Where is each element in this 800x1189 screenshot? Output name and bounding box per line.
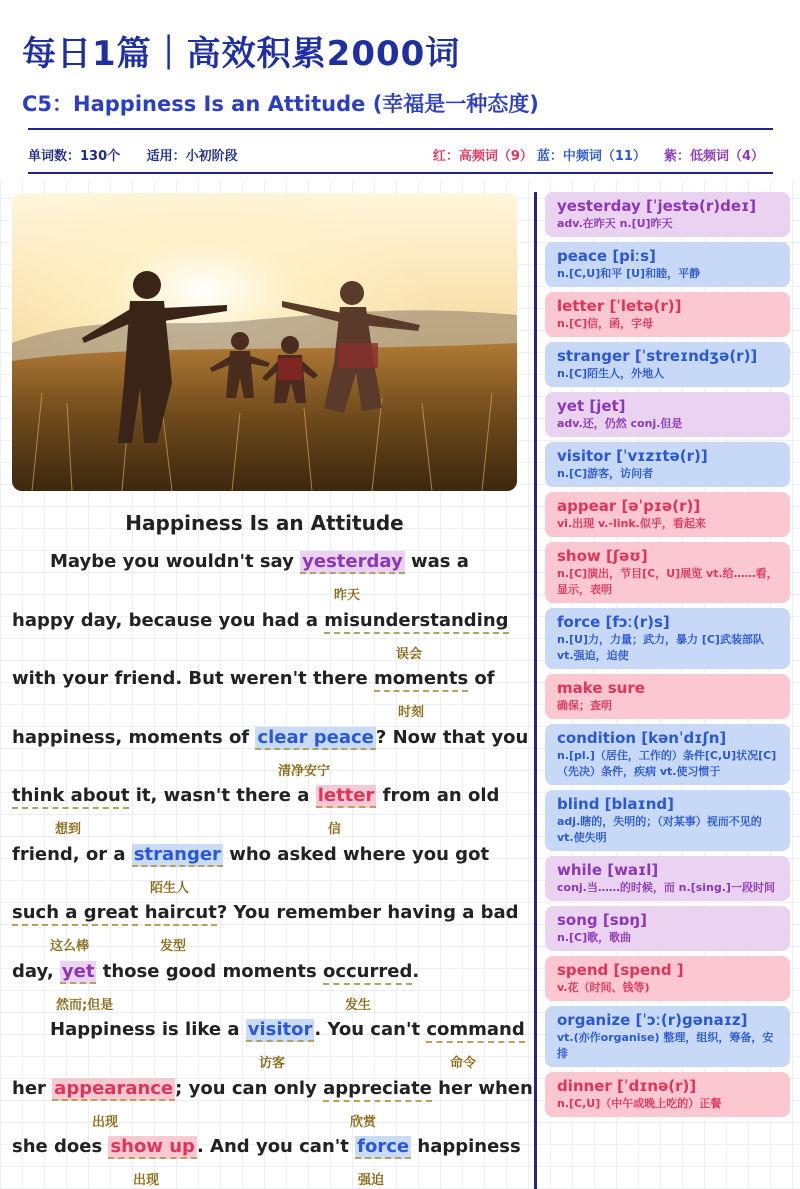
- article-line-5: think about it, wasn't there a letter from an old: [12, 785, 499, 806]
- gloss-appearance: 出现: [92, 1115, 119, 1130]
- vocab-word: blind [blaɪnd]: [557, 795, 674, 813]
- vocab-word: spend [spend ]: [557, 961, 684, 979]
- vocab-definition: n.[C,U]（中午或晚上吃的）正餐: [557, 1097, 722, 1110]
- vocab-card: [545, 342, 790, 387]
- article-line-9: Happiness is like a visitor . You can't command: [50, 1019, 525, 1040]
- meta-info: [28, 145, 260, 164]
- phrase-appreciate: appreciate: [323, 1078, 432, 1102]
- vocab-definition: 确保；查明: [557, 699, 612, 712]
- article-line-10: her appearance ; you can only appreciate her when: [12, 1078, 533, 1099]
- article-line-7: such a great haircut? You remember having a bad: [12, 902, 519, 923]
- vocab-word: visitor [ˈvɪzɪtə(r)]: [557, 447, 708, 465]
- vocab-definition: n.[C]演出，节目[C，U]展览 vt.给……看，显示，表明: [557, 567, 778, 596]
- article-line-2: happy day, because you had a misunderstanding: [12, 610, 509, 631]
- gloss-visitor: 访客: [259, 1056, 286, 1071]
- vocab-word: yesterday [ˈjestə(r)deɪ]: [557, 197, 757, 215]
- vocab-definition: v.花（时间、钱等): [557, 981, 650, 994]
- vocab-definition: n.[C]游客，访问者: [557, 467, 654, 480]
- gloss-show-up: 出现: [133, 1173, 160, 1188]
- word-count: 单词数：130个: [28, 149, 121, 164]
- vocab-card: [545, 956, 790, 1001]
- gloss-yesterday: 昨天: [334, 588, 361, 603]
- gloss-misunderstanding: 误会: [396, 647, 423, 662]
- article-line-1: Maybe you wouldn't say yesterday was a: [50, 551, 469, 572]
- gloss-moments: 时刻: [398, 705, 425, 720]
- vocab-definition: vt.(亦作organise) 整理，组织，筹备，安排: [557, 1031, 774, 1060]
- vocab-word: while [waɪl]: [557, 861, 659, 879]
- vocab-card: [545, 542, 790, 603]
- vocab-card: [545, 242, 790, 287]
- vocab-peace: clear peace: [257, 727, 374, 748]
- phrase-occurred: occurred: [323, 961, 412, 985]
- gloss-appreciate: 欣赏: [350, 1115, 377, 1130]
- gloss-force: 强迫: [358, 1173, 385, 1188]
- vocab-word: song [sɒŋ]: [557, 911, 647, 929]
- vocab-word: stranger [ˈstreɪndʒə(r)]: [557, 347, 758, 365]
- vocab-definition: n.[C]信，函，字母: [557, 317, 654, 330]
- phrase-moments: moments: [374, 668, 468, 692]
- vocab-card: [545, 674, 790, 719]
- level: 适用：小初阶段: [146, 149, 238, 164]
- vocab-yesterday: yesterday: [302, 551, 403, 572]
- phrase-misunderstanding: misunderstanding: [324, 610, 508, 634]
- page-title: 每日1篇｜高效积累2000词: [22, 34, 461, 74]
- top-rule: [28, 128, 773, 130]
- vocab-card: [545, 442, 790, 487]
- vocab-definition: n.[C]歌，歌曲: [557, 931, 632, 944]
- article-line-11: she does show up . And you can't force happiness: [12, 1136, 521, 1157]
- vocab-letter: letter: [317, 785, 375, 806]
- vocab-word: letter [ˈletə(r)]: [557, 297, 682, 315]
- vocab-card: [545, 906, 790, 951]
- vocab-card: [545, 392, 790, 437]
- vocab-stranger: stranger: [133, 844, 221, 865]
- vocab-definition: n.[C,U]和平 [U]和睦，平静: [557, 267, 701, 280]
- vocab-card: [545, 608, 790, 669]
- family-field-image: [12, 193, 517, 491]
- phrase-think-about: think about: [12, 785, 129, 809]
- vocab-word: show [ʃəʊ]: [557, 547, 648, 565]
- vocab-force: force: [357, 1136, 410, 1157]
- vocab-definition: n.[pl.]（居住，工作的）条件[C,U]状况[C]（先决）条件，疾病 vt.使习惯于: [557, 749, 777, 778]
- vocab-card: [545, 292, 790, 337]
- vocab-definition: adv.还，仍然 conj.但是: [557, 417, 683, 430]
- vocab-card: [545, 724, 790, 785]
- vocab-definition: adv.在昨天 n.[U]昨天: [557, 217, 673, 230]
- gloss-occurred: 发生: [345, 998, 372, 1013]
- gloss-command: 命令: [450, 1056, 477, 1071]
- vocab-list: [545, 192, 790, 1122]
- vocab-word: condition [kənˈdɪʃn]: [557, 729, 727, 747]
- vocab-card: [545, 790, 790, 851]
- gloss-yet: 然而;但是: [56, 998, 114, 1013]
- article-line-4: happiness, moments of clear peace ? Now that you: [12, 727, 529, 748]
- frequency-legend: [433, 145, 764, 164]
- vocab-word: yet [jet]: [557, 397, 626, 415]
- vocab-card: [545, 192, 790, 237]
- gloss-such-a-great: 这么棒: [50, 939, 90, 954]
- vocab-word: dinner [ˈdɪnə(r)]: [557, 1077, 697, 1095]
- vocab-word: make sure: [557, 679, 645, 697]
- phrase-haircut: haircut: [145, 902, 217, 926]
- gloss-think-about: 想到: [55, 822, 82, 837]
- vocab-word: peace [piːs]: [557, 247, 656, 265]
- vocab-yet: yet: [61, 961, 95, 982]
- vocab-appearance: appearance: [54, 1078, 174, 1099]
- article-line-6: friend, or a stranger who asked where you got: [12, 844, 490, 865]
- page-subtitle: C5：Happiness Is an Attitude (幸福是一种态度): [22, 92, 539, 116]
- vocab-definition: vi.出现 v.-link.似乎，看起来: [557, 517, 706, 530]
- family-photo: [12, 193, 517, 491]
- gloss-letter: 信: [328, 822, 342, 837]
- article-line-3: with your friend. But weren't there moments of: [12, 668, 495, 689]
- header: [0, 0, 800, 180]
- article-line-8: day, yet those good moments occurred.: [12, 961, 419, 982]
- vocab-card: [545, 1072, 790, 1117]
- gloss-clear-peace: 清净安宁: [278, 764, 331, 779]
- gloss-stranger: 陌生人: [150, 881, 190, 896]
- legend-red: 红：高频词（9）: [432, 149, 533, 164]
- bottom-rule: [28, 172, 773, 174]
- vocab-card: [545, 856, 790, 901]
- phrase-command: command: [426, 1019, 524, 1043]
- legend-blue: 蓝：中频词（11）: [536, 149, 646, 164]
- article-title: Happiness Is an Attitude: [125, 511, 404, 535]
- vocab-word: appear [əˈpɪə(r)]: [557, 497, 701, 515]
- vocab-definition: conj.当……的时候，而 n.[sing.]一段时间: [557, 881, 775, 894]
- vocab-card: [545, 492, 790, 537]
- vocab-definition: adj.瞎的，失明的；（对某事）视而不见的 vt.使失明: [557, 815, 762, 844]
- vocab-definition: n.[C]陌生人，外地人: [557, 367, 665, 380]
- vocab-word: force [fɔː(r)s]: [557, 613, 670, 631]
- vocab-definition: n.[U]力，力量；武力，暴力 [C]武装部队 vt.强迫，迫使: [557, 633, 764, 662]
- gloss-haircut: 发型: [160, 939, 187, 954]
- vocab-word: organize [ˈɔː(r)ɡənaɪz]: [557, 1011, 748, 1029]
- legend-purple: 紫：低频词（4）: [663, 149, 764, 164]
- vocab-card: [545, 1006, 790, 1067]
- column-divider: [534, 192, 537, 1189]
- vocab-visitor: visitor: [247, 1019, 313, 1040]
- vocab-show-up: show up: [110, 1136, 195, 1157]
- phrase-such-a-great: such a great: [12, 902, 138, 926]
